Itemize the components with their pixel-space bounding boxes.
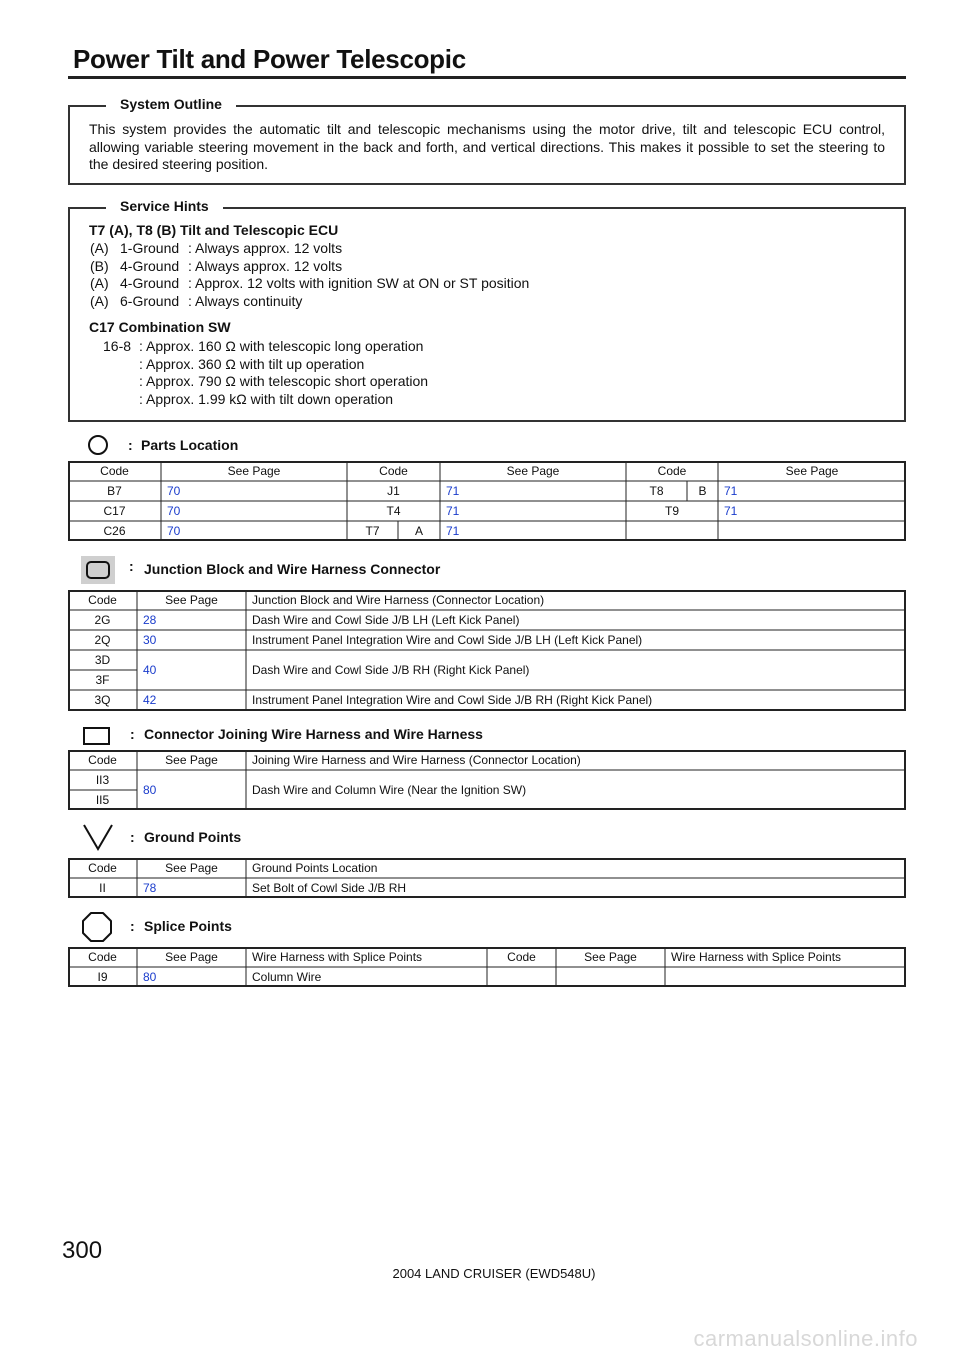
location-cell: Dash Wire and Cowl Side J/B RH (Right Kick Panel) <box>252 663 530 677</box>
combination-sw-line: : Approx. 790 Ω with telescopic short operation <box>139 373 429 389</box>
page-link[interactable]: 80 <box>143 783 157 797</box>
junction-block-icon <box>86 561 110 579</box>
location-cell: Column Wire <box>252 970 322 984</box>
combination-sw-line: : Approx. 360 Ω with tilt up operation <box>139 356 365 372</box>
ecu-line-desc: : Always approx. 12 volts <box>188 240 343 256</box>
code-cell: C17 <box>103 504 126 518</box>
header-cell: Junction Block and Wire Harness (Connector Location) <box>252 593 545 607</box>
header-cell: Code <box>88 861 117 875</box>
system-outline-label: System Outline <box>106 96 236 112</box>
header-cell: Wire Harness with Splice Points <box>252 950 423 964</box>
page-link[interactable]: 71 <box>446 484 460 498</box>
splice-points-cells <box>68 947 906 987</box>
title-rule <box>68 76 906 79</box>
ecu-heading: T7 (A), T8 (B) Tilt and Telescopic ECU <box>89 222 339 238</box>
ecu-line-pin: 6-Ground <box>120 293 180 309</box>
page-link[interactable]: 30 <box>143 633 157 647</box>
page-number: 300 <box>62 1237 103 1264</box>
header-cell: See Page <box>165 753 218 767</box>
connector-letter: B <box>698 484 707 498</box>
location-cell: Instrument Panel Integration Wire and Cowl Side J/B RH (Right Kick Panel) <box>252 693 653 707</box>
header-cell: See Page <box>227 464 281 478</box>
ground-points-cells <box>68 858 906 898</box>
code-cell: 3D <box>94 653 111 667</box>
page-link[interactable]: 40 <box>143 663 157 677</box>
page-link[interactable]: 80 <box>143 970 157 984</box>
header-cell: Code <box>379 464 408 478</box>
header-cell: Joining Wire Harness and Wire Harness (Connector Location) <box>252 753 581 767</box>
page-link[interactable]: 28 <box>143 613 157 627</box>
ecu-line-desc: : Always continuity <box>188 293 303 309</box>
ecu-line-desc: : Always approx. 12 volts <box>188 258 343 274</box>
ground-points-triangle-icon <box>82 822 114 852</box>
code-cell: II3 <box>95 773 110 787</box>
code-cell: T7 <box>365 524 380 538</box>
combination-sw-heading: C17 Combination SW <box>89 319 231 335</box>
location-cell: Instrument Panel Integration Wire and Cowl Side J/B LH (Left Kick Panel) <box>252 633 643 647</box>
ecu-line-pin: 4-Ground <box>120 275 180 291</box>
combination-sw-line: : Approx. 1.99 kΩ with tilt down operation <box>139 391 394 407</box>
ground-points-label: Ground Points <box>144 829 242 845</box>
page-link[interactable]: 78 <box>143 881 157 895</box>
parts-location-cells <box>68 461 906 541</box>
parts-location-colon: : <box>128 437 133 453</box>
page-link[interactable]: 70 <box>167 504 181 518</box>
ecu-line-pin: 4-Ground <box>120 258 180 274</box>
page-link[interactable]: 71 <box>446 504 460 518</box>
header-cell: See Page <box>584 950 637 964</box>
location-cell: Dash Wire and Cowl Side J/B LH (Left Kick Panel) <box>252 613 520 627</box>
header-cell: Wire Harness with Splice Points <box>671 950 842 964</box>
connector-joining-label: Connector Joining Wire Harness and Wire Harness <box>144 726 483 742</box>
header-cell: Code <box>100 464 129 478</box>
code-cell: II <box>99 881 106 895</box>
header-cell: Code <box>88 950 117 964</box>
system-outline-text: This system provides the automatic tilt and telescopic mechanisms using the motor drive, tilt and telescopic ECU control, allowing variable steering movement in the back and forth, and vertical directions. This makes it possible to set the steering to the desired steering position. <box>89 121 885 172</box>
header-cell: See Page <box>165 950 218 964</box>
header-cell: Code <box>88 753 117 767</box>
splice-points-colon: : <box>130 918 135 934</box>
page-link[interactable]: 71 <box>724 504 738 518</box>
code-cell: B7 <box>107 484 122 498</box>
junction-block-icon-bg <box>81 556 115 584</box>
code-cell: 2G <box>94 613 111 627</box>
header-cell: Code <box>507 950 536 964</box>
ecu-line-conn: (A) <box>90 293 109 309</box>
footer-model: 2004 LAND CRUISER (EWD548U) <box>392 1266 596 1281</box>
combination-sw-pin: 16-8 <box>103 338 132 354</box>
code-cell: 3F <box>95 673 110 687</box>
code-cell: 3Q <box>94 693 111 707</box>
connector-joining-icon <box>83 727 110 745</box>
parts-location-label: Parts Location <box>141 437 239 453</box>
ecu-line-pin: 1-Ground <box>120 240 180 256</box>
connector-letter: A <box>414 524 423 538</box>
ground-points-colon: : <box>130 829 135 845</box>
ecu-line-conn: (A) <box>90 275 109 291</box>
combination-sw-line: : Approx. 160 Ω with telescopic long operation <box>139 338 424 354</box>
ecu-line-conn: (A) <box>90 240 109 256</box>
page-link[interactable]: 71 <box>446 524 460 538</box>
junction-block-cells <box>68 590 906 711</box>
page-link[interactable]: 71 <box>724 484 738 498</box>
parts-location-circle-icon <box>87 434 109 456</box>
splice-points-label: Splice Points <box>144 918 232 934</box>
service-hints-label: Service Hints <box>106 198 223 214</box>
page-link[interactable]: 42 <box>143 693 157 707</box>
location-cell: Set Bolt of Cowl Side J/B RH <box>252 881 407 895</box>
code-cell: T9 <box>664 504 679 518</box>
page-link[interactable]: 70 <box>167 524 181 538</box>
header-cell: Ground Points Location <box>252 861 378 875</box>
header-cell: See Page <box>785 464 839 478</box>
code-cell: II5 <box>95 793 110 807</box>
header-cell: See Page <box>165 593 218 607</box>
location-cell: Dash Wire and Column Wire (Near the Ignition SW) <box>252 783 527 797</box>
code-cell: T8 <box>649 484 664 498</box>
page-link[interactable]: 70 <box>167 484 181 498</box>
header-cell: Code <box>88 593 117 607</box>
code-cell: 2Q <box>94 633 111 647</box>
connector-joining-colon: : <box>130 726 135 742</box>
service-hints-box <box>68 198 906 422</box>
header-cell: See Page <box>165 861 218 875</box>
header-cell: See Page <box>506 464 560 478</box>
watermark: carmanualsonline.info <box>693 1326 918 1351</box>
code-cell: I9 <box>97 970 108 984</box>
connector-joining-cells <box>68 750 906 810</box>
junction-block-label: Junction Block and Wire Harness Connector <box>144 561 441 577</box>
splice-points-octagon-icon <box>81 911 113 943</box>
code-cell: J1 <box>387 484 400 498</box>
code-cell: C26 <box>103 524 126 538</box>
code-cell: T4 <box>386 504 401 518</box>
system-outline-box <box>68 96 906 185</box>
page-title: Power Tilt and Power Telescopic <box>73 44 466 74</box>
ecu-line-conn: (B) <box>90 258 109 274</box>
junction-block-colon: : <box>129 558 134 574</box>
header-cell: Code <box>657 464 687 478</box>
ecu-line-desc: : Approx. 12 volts with ignition SW at ON or ST position <box>188 275 530 291</box>
